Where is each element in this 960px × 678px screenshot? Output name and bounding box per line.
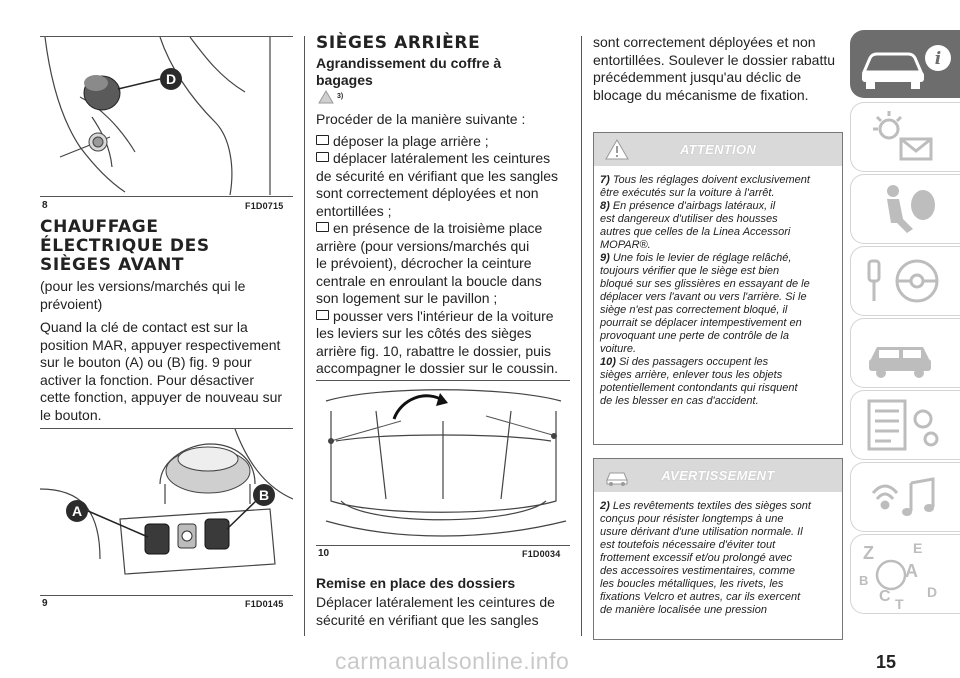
index-letter: E bbox=[913, 540, 923, 556]
figure-8-illustration bbox=[40, 37, 293, 195]
text-line: pousser vers l'intérieur de la voiture bbox=[333, 307, 554, 324]
fig8-bottom-rule bbox=[40, 196, 293, 197]
attention-box bbox=[593, 132, 843, 445]
figure-10 bbox=[316, 381, 570, 545]
figure-8-code: F1D0715 bbox=[245, 201, 284, 211]
text-line: fixations Velcro et autres, car ils exercent bbox=[600, 591, 801, 603]
figure-8 bbox=[40, 37, 293, 195]
callout-b-label: B bbox=[258, 487, 270, 503]
figure-10-illustration bbox=[316, 381, 570, 545]
attention-note-10 bbox=[600, 356, 838, 408]
text-line: précédemment jusqu'au déclic de bbox=[593, 69, 802, 85]
column-2-bottom-text bbox=[316, 575, 578, 629]
text-line: sont correctement déployées et non bbox=[593, 34, 816, 50]
column-2-text bbox=[316, 34, 576, 378]
tab-car-info[interactable] bbox=[850, 30, 960, 98]
text-line: blocage du mécanisme de fixation. bbox=[593, 86, 809, 103]
attention-notes bbox=[594, 166, 842, 408]
seat-restore-paragraph bbox=[316, 594, 578, 629]
figure-9-illustration bbox=[40, 429, 293, 594]
checkbox-bullet-icon bbox=[316, 310, 329, 320]
warning-triangle-icon bbox=[318, 90, 334, 104]
text-line: accompagner le dossier sur le coussin. bbox=[316, 360, 559, 376]
text-line: bloqué sur ses glissières en essayant de le bbox=[600, 278, 810, 290]
text-line: siège n'est pas correctement bloqué, il bbox=[600, 304, 788, 316]
watermark: carmanualsonline.info bbox=[335, 648, 570, 674]
reference-number: 3) bbox=[337, 93, 344, 100]
text-line: déplacer latéralement les ceintures bbox=[333, 150, 551, 166]
note-number: 10) bbox=[600, 356, 616, 368]
callout-d-label: D bbox=[165, 71, 177, 87]
tab-index[interactable] bbox=[850, 534, 960, 614]
warning-box bbox=[593, 458, 843, 640]
text-line: centrale en enroulant la boucle dans bbox=[316, 272, 542, 289]
maintenance-list-icon bbox=[851, 391, 960, 459]
text-line: sont correctement déployées et non bbox=[316, 185, 539, 201]
note-number: 7) bbox=[600, 174, 610, 186]
index-letter: D bbox=[927, 584, 938, 600]
trunk-enlarge-subheading bbox=[316, 55, 576, 89]
figure-9-number: 9 bbox=[42, 598, 48, 609]
text-line: MOPAR®. bbox=[600, 239, 651, 251]
text-line: arrière (pour versions/marchés qui bbox=[316, 237, 530, 254]
text-line: Quand la clé de contact est sur la bbox=[40, 319, 248, 335]
index-letter: Z bbox=[863, 543, 874, 563]
procedure-list bbox=[316, 133, 576, 378]
warning-notes bbox=[594, 492, 842, 617]
heading-line-2: ÉLECTRIQUE DES bbox=[40, 236, 210, 256]
svg-text:i: i bbox=[934, 49, 942, 69]
index-letter: T bbox=[895, 596, 904, 612]
checkbox-bullet-icon bbox=[316, 222, 329, 232]
column-divider-1 bbox=[304, 36, 305, 636]
text-line: toujours vérifier que le siège est bien bbox=[600, 265, 780, 277]
text-line: son logement sur le pavillon ; bbox=[316, 290, 498, 306]
note-number: 9) bbox=[600, 252, 610, 264]
subheading-line-1: Agrandissement du coffre à bbox=[316, 55, 502, 71]
text-line: prévoient) bbox=[40, 295, 103, 312]
text-line: de les blesser en cas d'accident. bbox=[600, 395, 759, 407]
text-line: déposer la plage arrière ; bbox=[333, 132, 489, 149]
key-steering-icon bbox=[851, 247, 960, 315]
text-line: activer la fonction. Pour désactiver bbox=[40, 371, 254, 388]
tab-warning-lights[interactable] bbox=[850, 102, 960, 172]
alphabetical-index-icon bbox=[851, 535, 960, 613]
text-line: pourrait se déplacer intempestivement en bbox=[600, 317, 802, 329]
text-line: en présence de la troisième place bbox=[333, 220, 543, 236]
figure-9 bbox=[40, 429, 293, 594]
subheading-line-2: bagages bbox=[316, 72, 373, 88]
figure-10-number: 10 bbox=[318, 548, 330, 559]
seat-restore-subheading: Remise en place des dossiers bbox=[316, 575, 516, 591]
checkbox-bullet-icon bbox=[316, 135, 329, 145]
text-line: le bouton. bbox=[40, 406, 102, 423]
warning-note-2 bbox=[600, 500, 838, 617]
text-line: potentiellement contondants qui risquent bbox=[600, 382, 798, 394]
fig10-bottom-rule bbox=[316, 545, 570, 546]
reference-row bbox=[316, 89, 576, 107]
column-3-text bbox=[593, 34, 848, 104]
note-number: 8) bbox=[600, 200, 610, 212]
multimedia-icon bbox=[851, 463, 960, 531]
figure-8-number: 8 bbox=[42, 200, 48, 211]
text-line: être exécutés sur la voiture à l'arrêt. bbox=[600, 187, 775, 199]
text-line: des accessoires vestimentaires, comme bbox=[600, 565, 796, 577]
tab-maintenance[interactable] bbox=[850, 390, 960, 460]
text-line: sécurité en vérifiant que les sangles bbox=[316, 611, 539, 628]
list-item bbox=[316, 220, 576, 308]
heated-seats-instructions bbox=[40, 319, 296, 424]
text-line: frottement excessif et/ou prolongé avec bbox=[600, 552, 792, 564]
heading-line-1: CHAUFFAGE bbox=[40, 217, 159, 237]
tab-starting-driving[interactable] bbox=[850, 246, 960, 316]
text-line: les leviers sur les côtés des sièges bbox=[316, 325, 532, 341]
attention-note-8 bbox=[600, 200, 838, 252]
index-letter: A bbox=[905, 561, 918, 581]
text-line: Les revêtements textiles des sièges sont bbox=[612, 500, 811, 512]
attention-note-7 bbox=[600, 174, 838, 200]
text-line: entortillées. Soulever le dossier rabattu bbox=[593, 51, 836, 68]
text-line: position MAR, appuyer respectivement bbox=[40, 336, 281, 353]
text-line: Tous les réglages doivent exclusivement bbox=[612, 174, 810, 186]
attention-title: ATTENTION bbox=[679, 142, 757, 157]
figure-10-code: F1D0034 bbox=[522, 549, 561, 559]
text-line: est toutefois nécessaire d'éviter tout bbox=[600, 539, 776, 551]
list-item bbox=[316, 150, 576, 220]
text-line: le prévoient), décrocher la ceinture bbox=[316, 255, 532, 271]
text-line: (pour les versions/marchés qui le bbox=[40, 278, 246, 294]
warning-lights-icon bbox=[851, 103, 960, 171]
note-number: 2) bbox=[600, 500, 610, 512]
text-line: les boucles métalliques, les rivets, les bbox=[600, 578, 784, 590]
list-item bbox=[316, 133, 576, 151]
text-line: de sécurité en vérifiant que les sangles bbox=[316, 167, 559, 184]
tab-safety[interactable] bbox=[850, 174, 960, 244]
heading-line-3: SIÈGES AVANT bbox=[40, 255, 185, 275]
text-line: sièges arrière, enlever tous les objets bbox=[600, 369, 783, 381]
airbag-safety-icon bbox=[851, 175, 960, 243]
tab-multimedia[interactable] bbox=[850, 462, 960, 532]
index-letter: C bbox=[879, 588, 891, 605]
fig9-bottom-rule bbox=[40, 595, 293, 596]
text-line: arrière fig. 10, rabattre le dossier, puis bbox=[316, 342, 552, 359]
text-line: sur le bouton (A) ou (B) fig. 9 pour bbox=[40, 354, 252, 370]
text-line: usure dérivant d'une utilisation normale. Il bbox=[600, 526, 803, 538]
text-line: voiture. bbox=[600, 343, 637, 355]
text-line: est dangereux d'utiliser des housses bbox=[600, 213, 778, 225]
text-line: Déplacer latéralement les ceintures de bbox=[316, 594, 555, 610]
car-emergency-icon bbox=[851, 319, 960, 387]
seat-restore-paragraph-continued bbox=[593, 34, 848, 104]
text-line: cette fonction, appuyer de nouveau sur bbox=[40, 389, 283, 405]
checkbox-bullet-icon bbox=[316, 152, 329, 162]
text-line: provoquant une perte de contrôle de la bbox=[600, 330, 789, 342]
attention-note-9 bbox=[600, 252, 838, 356]
warning-header bbox=[594, 459, 842, 492]
text-line: déplacer vers l'avant ou vers l'arrière. Si le bbox=[600, 291, 807, 303]
text-line: conçus pour résister longtemps à une bbox=[600, 513, 784, 525]
text-line: En présence d'airbags latéraux, il bbox=[612, 200, 776, 212]
column-divider-2 bbox=[581, 36, 582, 636]
column-1-text bbox=[40, 218, 296, 424]
warning-title: AVERTISSEMENT bbox=[661, 468, 775, 483]
heated-seats-note bbox=[40, 278, 296, 313]
figure-9-code: F1D0145 bbox=[245, 599, 284, 609]
text-line: entortillées ; bbox=[316, 202, 392, 219]
car-info-icon bbox=[850, 30, 960, 98]
text-line: Une fois le levier de réglage relâché, bbox=[612, 252, 792, 264]
page-number: 15 bbox=[876, 652, 897, 672]
callout-a-label: A bbox=[71, 503, 83, 519]
attention-header bbox=[594, 133, 842, 166]
heated-seats-heading bbox=[40, 218, 296, 275]
text-line: autres que celles de la Linea Accessori bbox=[600, 226, 791, 238]
list-item bbox=[316, 308, 576, 378]
index-letter: B bbox=[859, 573, 869, 588]
text-line: de manière localisée une pression bbox=[600, 604, 767, 616]
procedure-intro: Procéder de la manière suivante : bbox=[316, 111, 526, 127]
rear-seats-heading: SIÈGES ARRIÈRE bbox=[316, 33, 481, 53]
text-line: Si des passagers occupent les bbox=[618, 356, 769, 368]
tab-emergency[interactable] bbox=[850, 318, 960, 388]
